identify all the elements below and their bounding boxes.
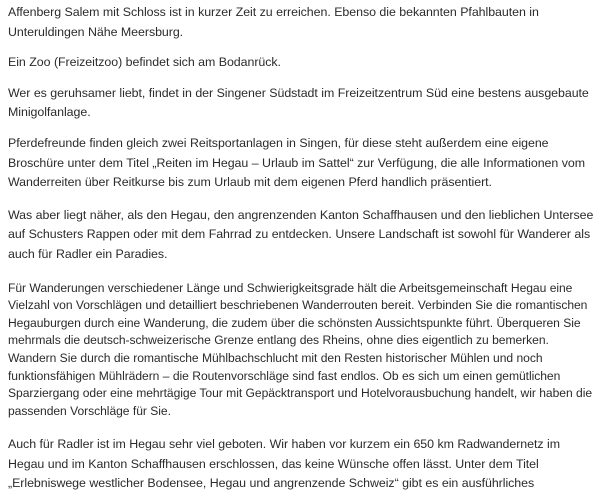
paragraph-spacer bbox=[8, 123, 595, 134]
paragraph-spacer bbox=[8, 265, 595, 280]
paragraph-affenberg-salem: Affenberg Salem mit Schloss ist in kurzer Zeit zu erreichen. Ebenso die bekannten Pfahlbauten in Unteruldingen Nähe Meersburg. bbox=[8, 5, 539, 39]
paragraph-radwandernetz-hegau: Auch für Radler ist im Hegau sehr viel geboten. Wir haben vor kurzem ein 650 km Radwandernetz im Hegau und im Kanton Schaffhausen erschlossen, das keine Wünsche offen lässt. Unter dem Titel „Erlebniswege westlicher Bodensee, Hegau und angrenzende Schweiz“ gibt es ein ausführliches bbox=[8, 437, 560, 491]
paragraph-spacer bbox=[8, 73, 595, 84]
paragraph-spacer bbox=[8, 193, 595, 206]
paragraph-spacer bbox=[8, 420, 595, 435]
paragraph-hegau-schaffhausen-untersee: Was aber liegt näher, als den Hegau, den angrenzenden Kanton Schaffhausen und den lieblichen Untersee auf Schusters Rappen oder mit dem Fahrrad zu entdecken. Unsere Landschaft ist sowohl für Wanderer als auch für Radler ein Paradies. bbox=[8, 207, 594, 261]
paragraph-zoo-bodanrueck: Ein Zoo (Freizeitzoo) befindet sich am Bodanrück. bbox=[8, 55, 281, 70]
paragraph-minigolf-singen: Wer es geruhsamer liebt, findet in der Singener Südstadt im Freizeitzentrum Süd eine bestens ausgebaute Minigolfanlage. bbox=[8, 85, 589, 120]
paragraph-wanderungen-arbeitsgemeinschaft-hegau: Für Wanderungen verschiedener Länge und Schwierigkeitsgrade hält die Arbeitsgemeinschaft Hegau eine Vielzahl von Vorschlägen und detailliert beschriebenen Wanderrouten bereit. Verbinden Sie die romantischen Hegauburgen durch eine Wanderung, die zudem über die schönsten Aussichtspunkte führt. Überqueren Sie mehrmals die deutsch-schweizerische Grenze entlang des Rheins, ohne dies eigentlich zu bemerken. Wandern Sie durch die romantische Mühlbachschlucht mit den Resten historischer Mühlen und noch funktionsfähigen Mühlrädern – die Routenvorschläge sind fast endlos. Ob es sich um einen gemütlichen Sparziergang oder eine mehrtägige Tour mit Gepäcktransport und Hotelvorausbuchung handelt, wir haben die passenden Vorschläge für Sie. bbox=[8, 280, 593, 418]
paragraph-spacer bbox=[8, 42, 595, 53]
paragraph-reitsport-singen: Pferdefreunde finden gleich zwei Reitsportanlagen in Singen, für diese steht außerdem eine eigene Broschüre unter dem Titel „Reiten im Hegau – Urlaub im Sattel“ zur Verfügung, die alle Informationen vom Wanderreiten über Reitkurse bis zum Urlaub mit dem eigenen Pferd handlich präsentiert. bbox=[8, 135, 585, 190]
